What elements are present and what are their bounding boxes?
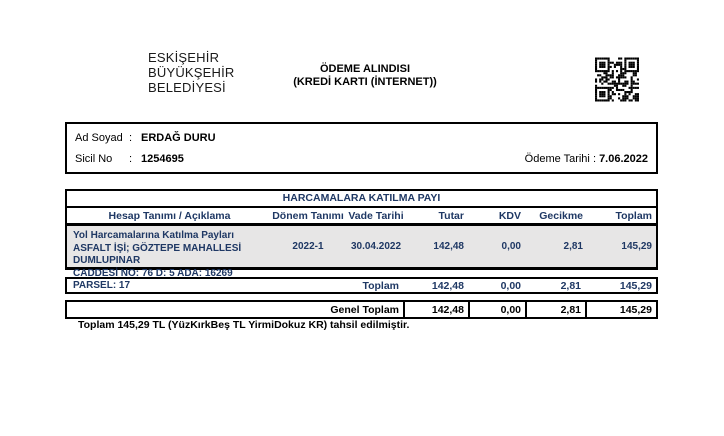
colon: : xyxy=(129,132,133,144)
grand-total-kdv: 0,00 xyxy=(468,302,525,317)
row-vade: 30.04.2022 xyxy=(350,241,402,252)
org-line: ESKİŞEHİR xyxy=(148,50,220,65)
document-title-line2: (KREDİ KARTI (İNTERNET)) xyxy=(293,75,437,88)
org-line: BELEDİYESİ xyxy=(148,80,226,95)
colon: : xyxy=(592,153,596,165)
sicil-row xyxy=(75,153,184,165)
payment-date-value: 7.06.2022 xyxy=(599,153,648,165)
row-donem: 2022-1 xyxy=(292,241,324,252)
row-description xyxy=(67,226,272,291)
col-header-hesap: Hesap Tanımı / Açıklama xyxy=(108,209,231,222)
name-label: Ad Soyad xyxy=(75,132,123,144)
subtotal-kdv: 0,00 xyxy=(500,279,521,292)
row-toplam: 145,29 xyxy=(621,241,652,252)
description-line: ASFALT İŞİ; GÖZTEPE MAHALLESİ DUMLUPINAR xyxy=(73,242,242,266)
col-header-vade: Vade Tarihi xyxy=(348,209,404,222)
subtotal-tutar: 142,48 xyxy=(431,279,464,292)
document-title-line1: ÖDEME ALINDISI xyxy=(319,63,411,75)
qr-code xyxy=(595,57,639,102)
col-header-donem: Dönem Tanımı xyxy=(272,209,344,222)
col-header-tutar: Tutar xyxy=(438,209,464,222)
org-line: BÜYÜKŞEHİR xyxy=(148,65,235,80)
payment-date-label: Ödeme Tarihi xyxy=(524,153,590,165)
subtotal-toplam: 145,29 xyxy=(619,279,652,292)
grand-total-label: Genel Toplam xyxy=(330,303,399,316)
table-title: HARCAMALARA KATILMA PAYI xyxy=(67,191,656,208)
colon: : xyxy=(129,153,133,165)
col-header-toplam: Toplam xyxy=(615,209,652,222)
description-line: Yol Harcamalarına Katılma Payları xyxy=(73,230,235,241)
row-gecikme: 2,81 xyxy=(563,241,583,252)
grand-total-row xyxy=(65,300,658,319)
col-header-gecikme: Gecikme xyxy=(539,209,583,222)
grand-total-tutar: 142,48 xyxy=(403,302,468,317)
sicil-value: 1254695 xyxy=(141,153,184,165)
grand-total-gecikme: 2,81 xyxy=(525,302,585,317)
payment-date xyxy=(525,153,648,165)
name-row xyxy=(75,132,216,144)
description-line: CADDESİ NO: 76 D: 5 ADA: 16269 PARSEL: 17 xyxy=(73,267,233,291)
grand-total-toplam: 145,29 xyxy=(585,302,656,317)
subtotal-row xyxy=(65,277,658,294)
row-kdv: 0,00 xyxy=(501,241,521,252)
table-header-row xyxy=(67,208,656,226)
charges-table xyxy=(65,189,658,291)
payer-info-box xyxy=(65,122,658,174)
row-tutar: 142,48 xyxy=(433,241,464,252)
document-title xyxy=(65,63,665,88)
col-header-kdv: KDV xyxy=(498,209,521,222)
subtotal-gecikme: 2,81 xyxy=(560,279,581,292)
collection-note: Toplam 145,29 TL (YüzKırkBeş TL YirmiDokuz KR) tahsil edilmiştir. xyxy=(78,319,410,331)
subtotal-label: Toplam xyxy=(362,279,399,292)
name-value: ERDAĞ DURU xyxy=(141,132,216,144)
sicil-label: Sicil No xyxy=(75,153,113,165)
